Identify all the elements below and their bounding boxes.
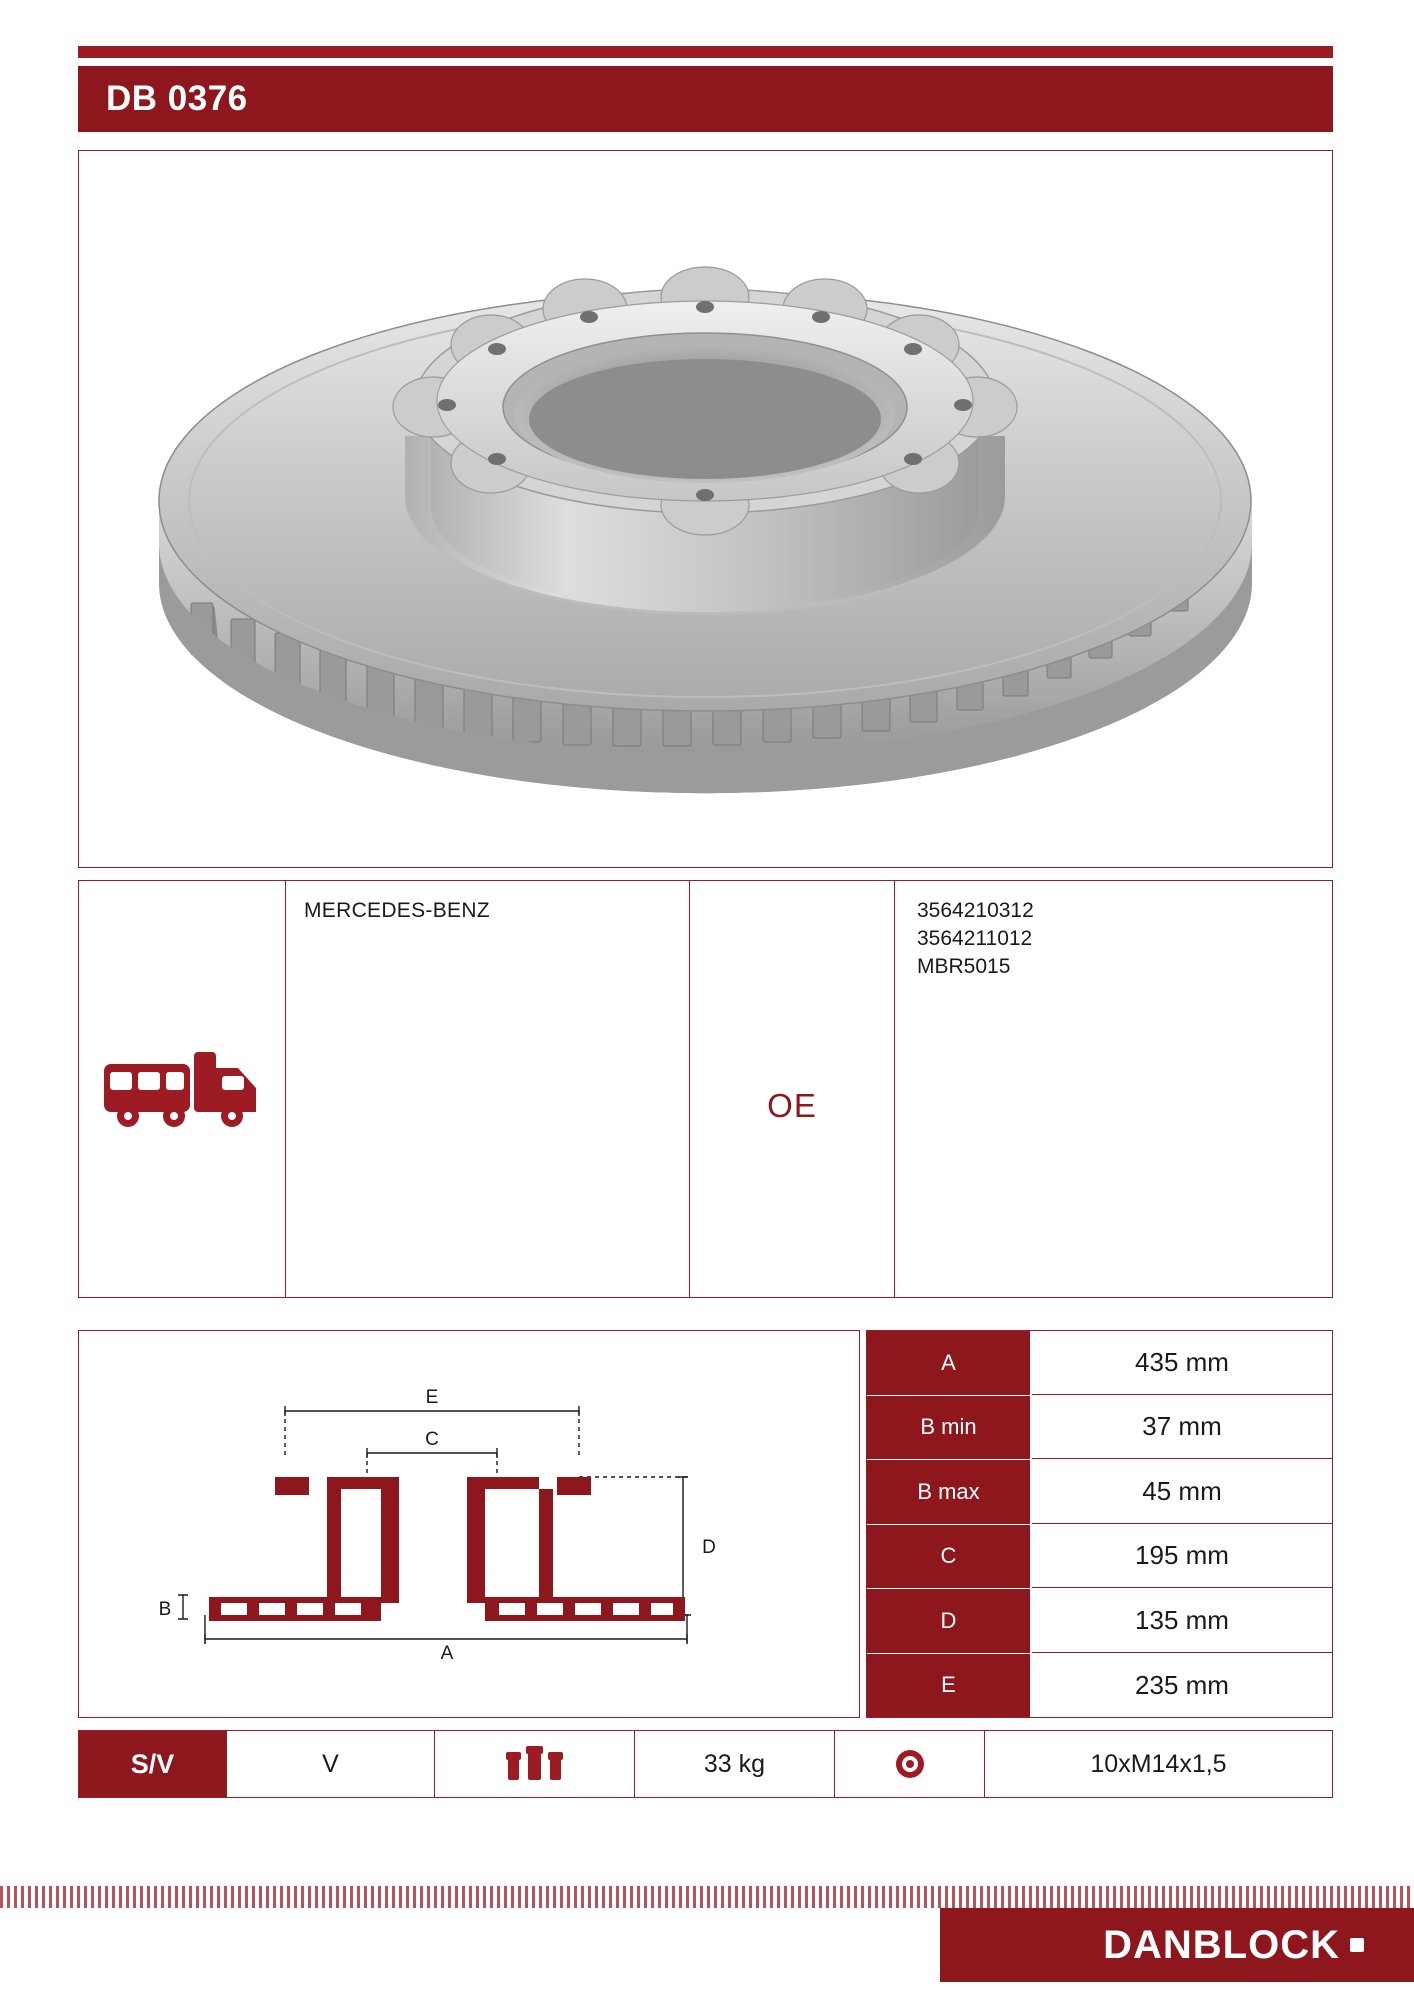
oe-number-list <box>917 897 1034 981</box>
top-accent-bar <box>78 46 1333 58</box>
oe-label-cell <box>690 881 895 1297</box>
dim-label-a: A <box>440 1643 454 1664</box>
footer-hatch-band <box>0 1886 1414 1908</box>
footer-brand-text: DANBLOCK <box>1103 1922 1340 1967</box>
spec-row <box>867 1331 1332 1396</box>
sv-label: S/V <box>79 1731 227 1797</box>
spec-row <box>867 1525 1332 1590</box>
vehicle-type-cell <box>79 881 286 1297</box>
application-table <box>78 880 1333 1298</box>
attributes-row <box>78 1730 1333 1798</box>
bolts-icon <box>504 1744 566 1784</box>
spec-value: 45 mm <box>1032 1460 1332 1524</box>
brake-disc-illustration <box>79 151 1332 867</box>
dimension-drawing-panel <box>78 1330 860 1718</box>
footer-logo-dot <box>1350 1938 1364 1952</box>
part-code: DB 0376 <box>106 79 248 118</box>
spec-row <box>867 1589 1332 1654</box>
dim-label-c: C <box>425 1429 439 1450</box>
oe-number: MBR5015 <box>917 954 1011 978</box>
title-bar <box>78 66 1333 132</box>
weight-value: 33 kg <box>635 1731 835 1797</box>
brand-name: MERCEDES-BENZ <box>304 899 490 922</box>
spec-row <box>867 1654 1332 1718</box>
sv-value: V <box>227 1731 435 1797</box>
spec-row <box>867 1460 1332 1525</box>
brand-cell <box>286 881 690 1297</box>
spec-key: B min <box>867 1396 1032 1460</box>
product-image-panel <box>78 150 1333 868</box>
spec-key: B max <box>867 1460 1032 1524</box>
footer-brand-logo <box>1103 1908 1364 1982</box>
specification-table <box>866 1330 1333 1718</box>
bolt-pattern-value: 10xM14x1,5 <box>1090 1749 1227 1778</box>
spec-value: 235 mm <box>1032 1654 1332 1718</box>
dim-label-e: E <box>425 1387 439 1408</box>
oe-label: OE <box>767 1087 817 1124</box>
spec-value: 195 mm <box>1032 1525 1332 1589</box>
bolt-icon-cell <box>835 1731 985 1797</box>
spec-value: 135 mm <box>1032 1589 1332 1653</box>
oe-numbers-cell <box>895 881 1332 1297</box>
spec-key: E <box>867 1654 1032 1718</box>
spec-key: D <box>867 1589 1032 1653</box>
oe-number: 3564210312 <box>917 899 1034 922</box>
spec-value: 37 mm <box>1032 1396 1332 1460</box>
footer-white-block <box>0 1908 940 1982</box>
spec-key: C <box>867 1525 1032 1589</box>
spec-key: A <box>867 1331 1032 1395</box>
spec-row <box>867 1396 1332 1461</box>
spec-value: 435 mm <box>1032 1331 1332 1395</box>
oe-number: 3564211012 <box>917 926 1033 950</box>
truck-bus-icon <box>102 1046 262 1132</box>
bolt-hole-icon <box>893 1747 927 1781</box>
accessories-cell <box>435 1731 635 1797</box>
dim-label-b: B <box>158 1599 172 1620</box>
dim-label-d: D <box>702 1537 716 1558</box>
